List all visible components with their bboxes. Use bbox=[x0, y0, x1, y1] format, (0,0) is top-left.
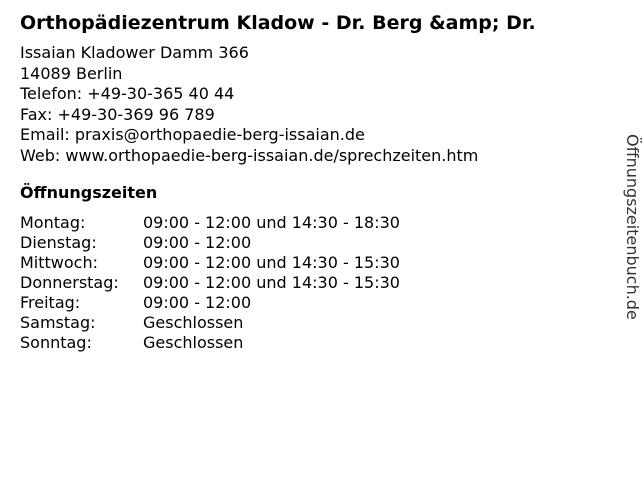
address-city: 14089 Berlin bbox=[20, 63, 123, 83]
phone-number: Telefon: +49-30-365 40 44 bbox=[20, 84, 235, 104]
hours-row-monday bbox=[20, 213, 400, 233]
hours-row-friday bbox=[20, 293, 400, 313]
hours-day: Mittwoch: bbox=[20, 253, 98, 272]
page-title: Orthopädiezentrum Kladow - Dr. Berg &amp; Dr. bbox=[20, 12, 536, 34]
hours-row-tuesday bbox=[20, 233, 400, 253]
hours-day: Montag: bbox=[20, 213, 86, 232]
hours-time: 09:00 - 12:00 und 14:30 - 15:30 bbox=[143, 253, 400, 272]
contact-block bbox=[20, 43, 478, 167]
hours-day: Sonntag: bbox=[20, 333, 92, 352]
opening-hours-heading: Öffnungszeiten bbox=[20, 183, 158, 202]
opening-hours-table bbox=[20, 213, 400, 353]
hours-time: 09:00 - 12:00 bbox=[143, 233, 252, 252]
hours-row-thursday bbox=[20, 273, 400, 293]
hours-row-wednesday bbox=[20, 253, 400, 273]
side-brand-watermark: Öffnungszeitenbuch.de bbox=[623, 134, 642, 320]
hours-row-saturday bbox=[20, 313, 400, 333]
hours-time: Geschlossen bbox=[143, 313, 244, 332]
hours-time: 09:00 - 12:00 und 14:30 - 15:30 bbox=[143, 273, 400, 292]
hours-time: 09:00 - 12:00 bbox=[143, 293, 252, 312]
hours-row-sunday bbox=[20, 333, 400, 353]
hours-time: 09:00 - 12:00 und 14:30 - 18:30 bbox=[143, 213, 400, 232]
hours-time: Geschlossen bbox=[143, 333, 244, 352]
website-url: Web: www.orthopaedie-berg-issaian.de/sprechzeiten.htm bbox=[20, 145, 479, 165]
fax-number: Fax: +49-30-369 96 789 bbox=[20, 104, 215, 124]
hours-day: Samstag: bbox=[20, 313, 96, 332]
email-address: Email: praxis@orthopaedie-berg-issaian.de bbox=[20, 125, 365, 145]
hours-day: Dienstag: bbox=[20, 233, 97, 252]
hours-day: Freitag: bbox=[20, 293, 81, 312]
hours-day: Donnerstag: bbox=[20, 273, 119, 292]
address-street: Issaian Kladower Damm 366 bbox=[20, 43, 249, 62]
